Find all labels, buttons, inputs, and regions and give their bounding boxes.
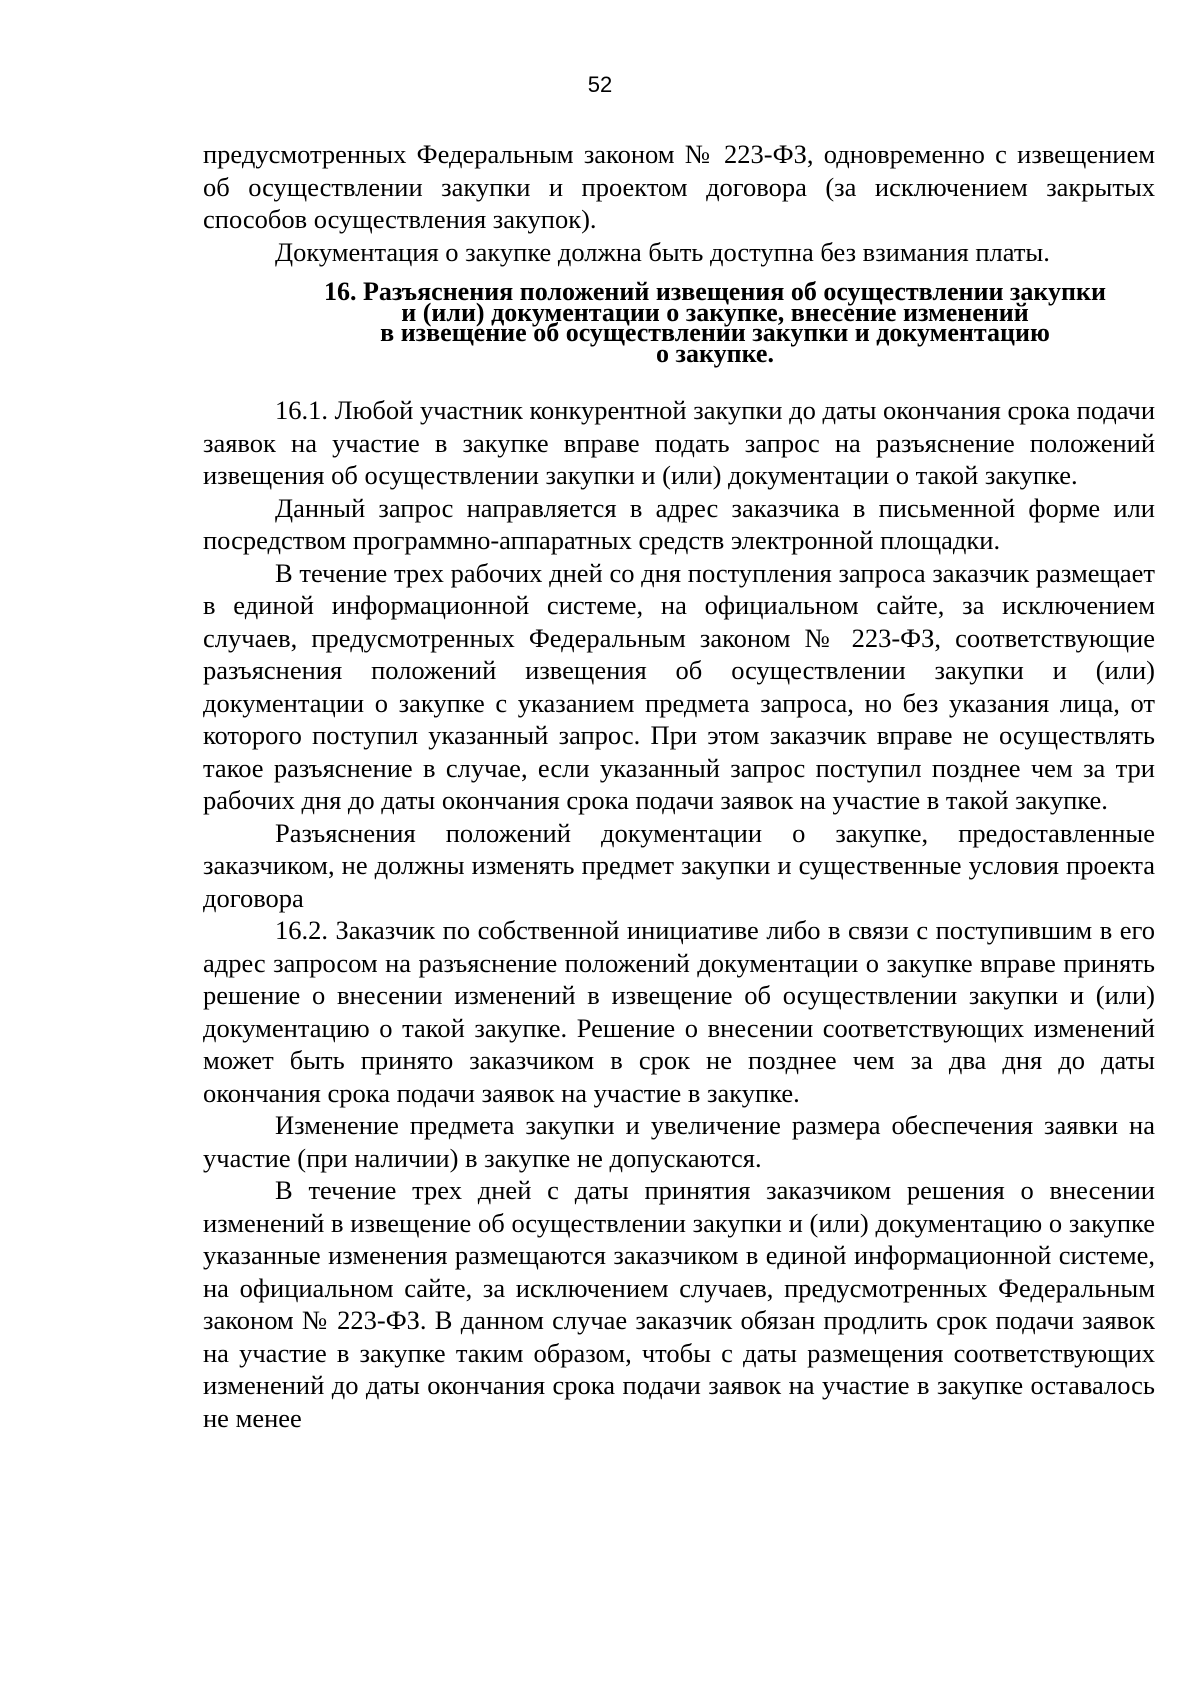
section-paragraph: Разъяснения положений документации о закупке, предоставленные заказчиком, не должны изменять предмет закупки и существенные условия проекта договора bbox=[203, 817, 1155, 913]
document-body bbox=[203, 138, 1155, 1434]
section-paragraph: 16.2. Заказчик по собственной инициативе либо в связи с поступившим в его адрес запросом на разъяснение положений документации о закупке вправе принять решение о внесении изменений в извещение об осуществлении закупки и (или) документацию о такой закупке. Решение о внесении соответствующих изменений может быть принято заказчиком в срок не позднее чем за два дня до даты окончания срока подачи заявок на участие в закупке. bbox=[203, 915, 1155, 1108]
section-paragraph: В течение трех дней с даты принятия заказчиком решения о внесении изменений в извещение об осуществлении закупки и (или) документацию о закупке указанные изменения размещаются заказчиком в единой информационной системе, на официальном сайте, за исключением случаев, предусмотренных Федеральным законом № 223-ФЗ. В данном случае заказчик обязан продлить срок подачи заявок на участие в закупке таким образом, чтобы с даты размещения соответствующих изменений до даты окончания срока подачи заявок на участие в закупке оставалось не менее bbox=[203, 1175, 1155, 1433]
section-paragraph: 16.1. Любой участник конкурентной закупки до даты окончания срока подачи заявок на участие в закупке вправе подать запрос на разъяснение положений извещения об осуществлении закупки и (или) документации о такой закупке. bbox=[203, 395, 1155, 490]
section-heading bbox=[203, 277, 1155, 368]
intro-paragraph-continued: предусмотренных Федеральным законом № 223-ФЗ, одновременно с извещением об осуществлении закупки и проектом договора (за исключением закрытых способов осуществления закупок). bbox=[203, 139, 1155, 234]
intro-paragraph: Документация о закупке должна быть доступна без взимания платы. bbox=[275, 236, 1050, 267]
section-heading-line: о закупке. bbox=[656, 338, 774, 368]
section-paragraph: В течение трех рабочих дней со дня поступления запроса заказчик размещает в единой информационной системе, на официальном сайте, за исключением случаев, предусмотренных Федеральным законом № 223-ФЗ, соответствующие разъяснения положений извещения об осуществлении закупки и (или) документации о закупке с указанием предмета запроса, но без указания лица, от которого поступил указанный запрос. При этом заказчик вправе не осуществлять такое разъяснение в случае, если указанный запрос поступил позднее чем за три рабочих дня до даты окончания срока подачи заявок на участие в такой закупке. bbox=[203, 557, 1155, 815]
section-paragraph: Изменение предмета закупки и увеличение размера обеспечения заявки на участие (при наличии) в закупке не допускаются. bbox=[203, 1110, 1155, 1173]
page-number: 52 bbox=[587, 72, 613, 97]
section-paragraph: Данный запрос направляется в адрес заказчика в письменной форме или посредством программно-аппаратных средств электронной площадки. bbox=[203, 492, 1155, 555]
section-heading-line: и (или) документации о закупке, внесение изменений bbox=[401, 297, 1029, 327]
section-heading-line: 16. Разъяснения положений извещения об осуществлении закупки bbox=[324, 277, 1106, 306]
section-heading-line: в извещение об осуществлении закупки и документацию bbox=[380, 318, 1050, 347]
